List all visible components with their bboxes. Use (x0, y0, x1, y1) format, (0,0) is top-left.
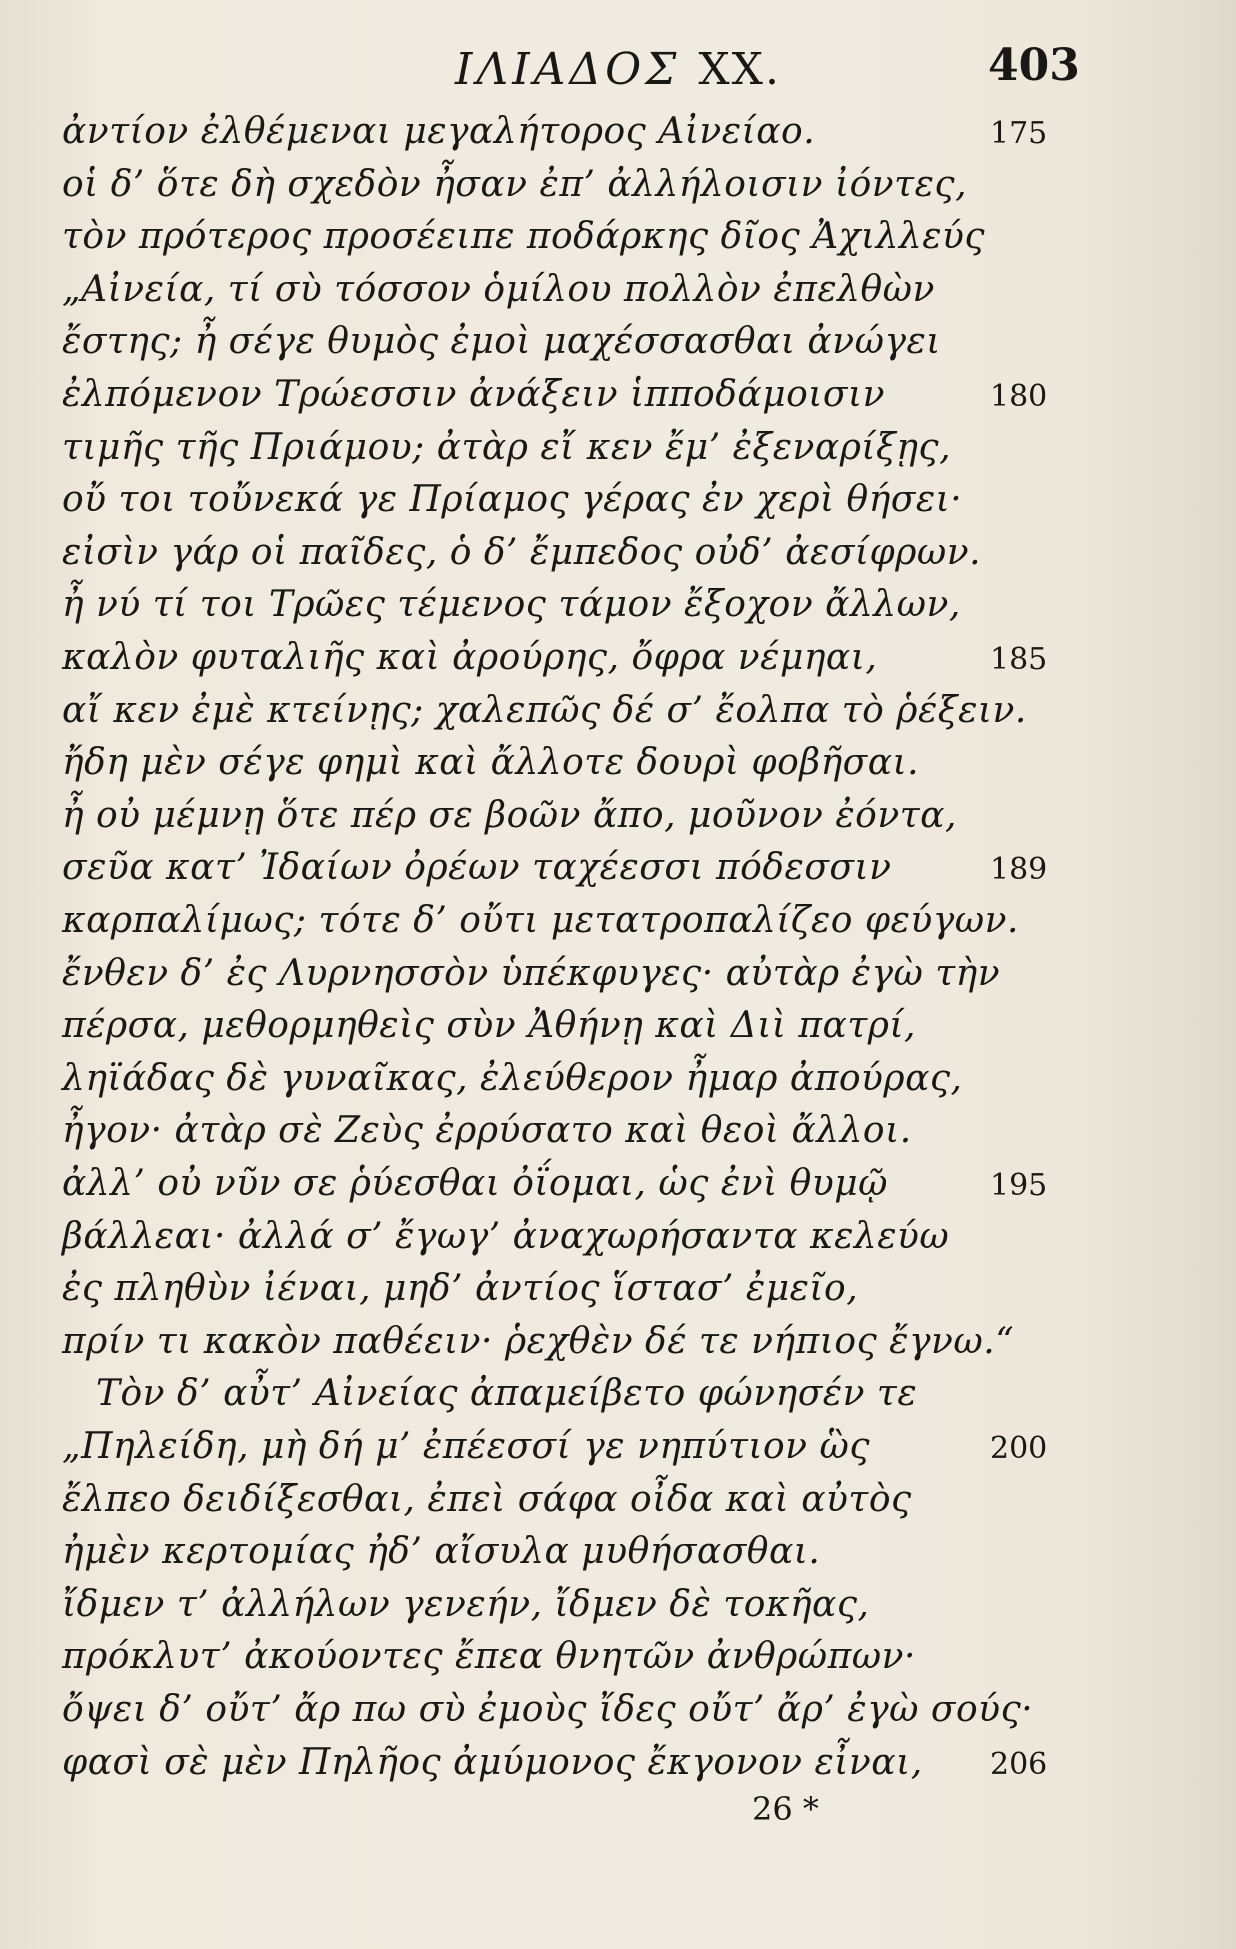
verse-line: σεῦα κατ’ Ἰδαίων ὀρέων ταχέεσσι πόδεσσιν (62, 847, 892, 888)
line-number: 175 (990, 116, 1048, 151)
line-number: 200 (990, 1431, 1048, 1466)
line-number: 189 (990, 852, 1048, 887)
verse-line: ἔνθεν δ’ ἐς Λυρνησσὸν ὑπέκφυγες· αὐτὰρ ἐγὼ τὴν (62, 953, 1001, 994)
verse-line: φασὶ σὲ μὲν Πηλῆος ἀμύμονος ἔκγονον εἶναι, (62, 1742, 923, 1783)
verse-line: πρίν τι κακὸν παθέειν· ῥεχθὲν δέ τε νήπιος ἔγνω.“ (62, 1321, 1015, 1362)
verse-line: πέρσα, μεθορμηθεὶς σὺν Ἀθήνῃ καὶ Διὶ πατρί, (62, 1005, 916, 1046)
header-book-number: XX. (698, 44, 781, 95)
line-number: 185 (990, 642, 1048, 677)
verse-line: οἱ δ’ ὅτε δὴ σχεδὸν ἦσαν ἐπ’ ἀλλήλοισιν ἰόντες, (62, 164, 968, 205)
verse-line: Τὸν δ’ αὖτ’ Αἰνείας ἀπαμείβετο φώνησέν τε (96, 1373, 918, 1414)
verse-line: ὄψει δ’ οὔτ’ ἄρ πω σὺ ἐμοὺς ἴδες οὔτ’ ἄρ’ ἐγὼ σούς· (62, 1689, 1034, 1730)
header-title: ΙΛΙΑΔΟΣ (455, 44, 681, 95)
verse-line: ἦγον· ἀτὰρ σὲ Ζεὺς ἐρρύσατο καὶ θεοὶ ἄλλοι. (62, 1110, 912, 1151)
line-number: 180 (990, 379, 1048, 414)
verse-line: ἦ οὐ μέμνῃ ὅτε πέρ σε βοῶν ἄπο, μοῦνον ἐόντα, (62, 795, 957, 836)
line-number: 195 (990, 1168, 1048, 1203)
verse-line: ἠμὲν κερτομίας ἠδ’ αἴσυλα μυθήσασθαι. (62, 1531, 821, 1572)
verse-line: καρπαλίμως; τότε δ’ οὔτι μετατροπαλίζεο φεύγων. (62, 900, 1019, 941)
verse-line: „Αἰνεία, τί σὺ τόσσον ὁμίλου πολλὸν ἐπελθὼν (62, 269, 935, 310)
verse-line: ἔλπεο δειδίξεσθαι, ἐπεὶ σάφα οἶδα καὶ αὐτὸς (62, 1479, 912, 1520)
verse-line: ἔστης; ἦ σέγε θυμὸς ἐμοὶ μαχέσσασθαι ἀνώγει (62, 321, 941, 362)
verse-line: τιμῆς τῆς Πριάμου; ἀτὰρ εἴ κεν ἔμ’ ἐξεναρίξῃς, (62, 427, 952, 468)
line-number: 206 (990, 1747, 1048, 1782)
verse-line: ἤδη μὲν σέγε φημὶ καὶ ἄλλοτε δουρὶ φοβῆσαι. (62, 742, 920, 783)
printer-signature: 26 * (752, 1790, 819, 1828)
verse-line: ἀλλ’ οὐ νῦν σε ῥύεσθαι ὀΐομαι, ὡς ἐνὶ θυμῷ (62, 1163, 888, 1204)
verse-line: ἐλπόμενον Τρώεσσιν ἀνάξειν ἱπποδάμοισιν (62, 374, 885, 415)
verse-line: οὔ τοι τοὔνεκά γε Πρίαμος γέρας ἐν χερὶ θήσει· (62, 479, 963, 520)
verse-line: ἴδμεν τ’ ἀλλήλων γενεήν, ἴδμεν δὲ τοκῆας, (62, 1584, 870, 1625)
verse-line: αἴ κεν ἐμὲ κτείνῃς; χαλεπῶς δέ σ’ ἔολπα τὸ ῥέξειν. (62, 690, 1027, 731)
verse-line: ληϊάδας δὲ γυναῖκας, ἐλεύθερον ἦμαρ ἀπούρας, (62, 1058, 963, 1099)
verse-line: εἰσὶν γάρ οἱ παῖδες, ὁ δ’ ἔμπεδος οὐδ’ ἀεσίφρων. (62, 532, 982, 573)
verse-line: βάλλεαι· ἀλλά σ’ ἔγωγ’ ἀναχωρήσαντα κελεύω (62, 1216, 950, 1257)
page-number: 403 (988, 40, 1080, 91)
verse-line: ἦ νύ τί τοι Τρῶες τέμενος τάμον ἔξοχον ἄλλων, (62, 584, 961, 625)
verse-line: πρόκλυτ’ ἀκούοντες ἔπεα θνητῶν ἀνθρώπων· (62, 1636, 916, 1677)
verse-line: τὸν πρότερος προσέειπε ποδάρκης δῖος Ἀχιλλεύς (62, 216, 986, 257)
verse-line: καλὸν φυταλιῆς καὶ ἀρούρης, ὄφρα νέμηαι, (62, 637, 878, 678)
verse-line: ἐς πληθὺν ἰέναι, μηδ’ ἀντίος ἵστασ’ ἐμεῖο, (62, 1268, 859, 1309)
verse-line: ἀντίον ἐλθέμεναι μεγαλήτορος Αἰνείαο. (62, 111, 816, 152)
verse-line: „Πηλείδη, μὴ δή μ’ ἐπέεσσί γε νηπύτιον ὣς (62, 1426, 871, 1467)
